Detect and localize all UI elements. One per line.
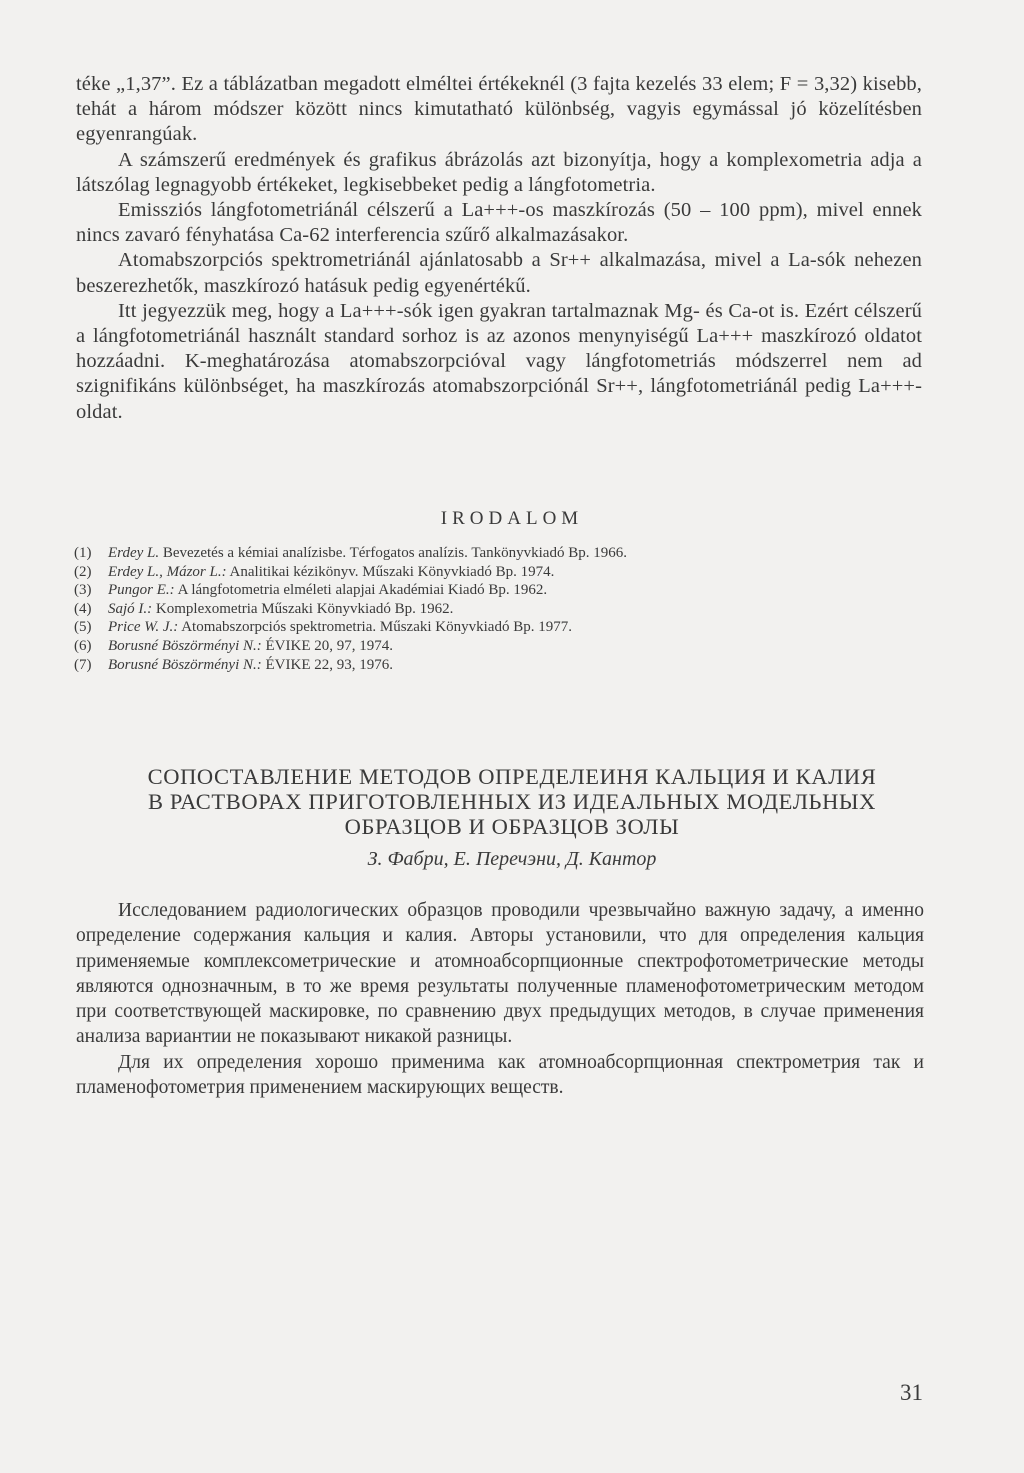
paragraph-2: A számszerű eredmények és grafikus ábrázolás azt bizonyítja, hogy a komplexometria adja a látszólag legnagyobb értékeket, legkisebbeket pedig a lángfotometria. [76, 148, 922, 196]
paragraph-4: Atomabszorpciós spektrometriánál ajánlatosabb a Sr++ alkalmazása, mivel a La-sók nehezen beszerezhetők, maszkírozó hatásuk pedig egyenértékű. [76, 249, 922, 297]
reference-item: (7) Borusné Böszörményi N.: ÉVIKE 22, 93, 1976. [74, 656, 393, 673]
paragraph-5: Itt jegyezzük meg, hogy a La+++-sók igen gyakran tartalmaznak Mg- és Ca-ot is. Ezért célszerű a lángfotometriánál használt standard sorhoz is az azonos menynyiségű La+++ maszkírozó oldatot hozzáadni. K-meghatározása atomabszorpcióval vagy lángfotometriás módszerrel nem ad szignifikáns különbséget, ha maszkírozás atomabszorpciónál Sr++, lángfotometriánál pedig La+++-oldat. [76, 299, 922, 423]
reference-item: (3) Pungor E.: A lángfotometria elméleti alapjai Akadémiai Kiadó Bp. 1962. [74, 582, 548, 599]
russian-title-line: СОПОСТАВЛЕНИЕ МЕТОДОВ ОПРЕДЕЛЕИНЯ КАЛЬЦИЯ И КАЛИЯ [147, 764, 877, 789]
reference-item: (1) Erdey L. Bevezetés a kémiai analízisbe. Térfogatos analízis. Tankönyvkiadó Bp. 1966. [74, 545, 627, 561]
abstract-paragraph-2: Для их определения хорошо применима как атомноабсорпционная спектрометрия так и пламенофотометрия применением маскирующих веществ. [76, 1051, 924, 1099]
reference-item: (5) Price W. J.: Atomabszorpciós spektrometria. Műszaki Könyvkiadó Bp. 1977. [74, 619, 572, 636]
russian-title-line: В РАСТВОРАХ ПРИГОТОВЛЕННЫХ ИЗ ИДЕАЛЬНЫХ МОДЕЛЬНЫХ [148, 789, 876, 814]
paragraph-3: Emissziós lángfotometriánál célszerű a La+++-os maszkírozás (50 – 100 ppm), mivel ennek nincs zavaró fényhatása Ca-62 interferencia szűrő alkalmazásakor. [76, 199, 922, 247]
paragraph-1: téke „1,37”. Ez a táblázatban megadott elméltei értékeknél (3 fajta kezelés 33 elem; F = 3,32) kisebb, tehát a három módszer között nincs kimutatható különbség, vagyis egymással jó közelítésben egyenrangúak. [76, 73, 922, 146]
reference-item: (6) Borusné Böszörményi N.: ÉVIKE 20, 97, 1974. [74, 637, 393, 654]
references-list [74, 544, 934, 674]
russian-title [0, 764, 1024, 839]
russian-title-line: ОБРАЗЦОВ И ОБРАЗЦОВ ЗОЛЫ [344, 814, 680, 839]
reference-item: (4) Sajó I.: Komplexometria Műszaki Könyvkiadó Bp. 1962. [74, 600, 454, 617]
reference-item: (2) Erdey L., Mázor L.: Analitikai kézikönyv. Műszaki Könyvkiadó Bp. 1974. [74, 563, 555, 580]
references-heading: IRODALOM [440, 508, 584, 529]
page-number: 31 [900, 1380, 923, 1405]
russian-authors: З. Фабри, Е. Перечэни, Д. Кантор [367, 848, 657, 870]
abstract-paragraph-1: Исследованием радиологических образцов проводили чрезвычайно важную задачу, а именно определение содержания кальция и калия. Авторы установили, что для определения кальция применяемые комплексометрические и атомноабсорпционные спектрофотометрические методы являются однозначным, в то же время результаты полученные пламенофотометрическим методом при соответствующей маскировке, по сравнению двух предыдущих методов, в случае применения анализа вариантии не показывают никакой разницы. [76, 900, 924, 1048]
russian-abstract [76, 898, 924, 1100]
body-text [76, 72, 922, 425]
